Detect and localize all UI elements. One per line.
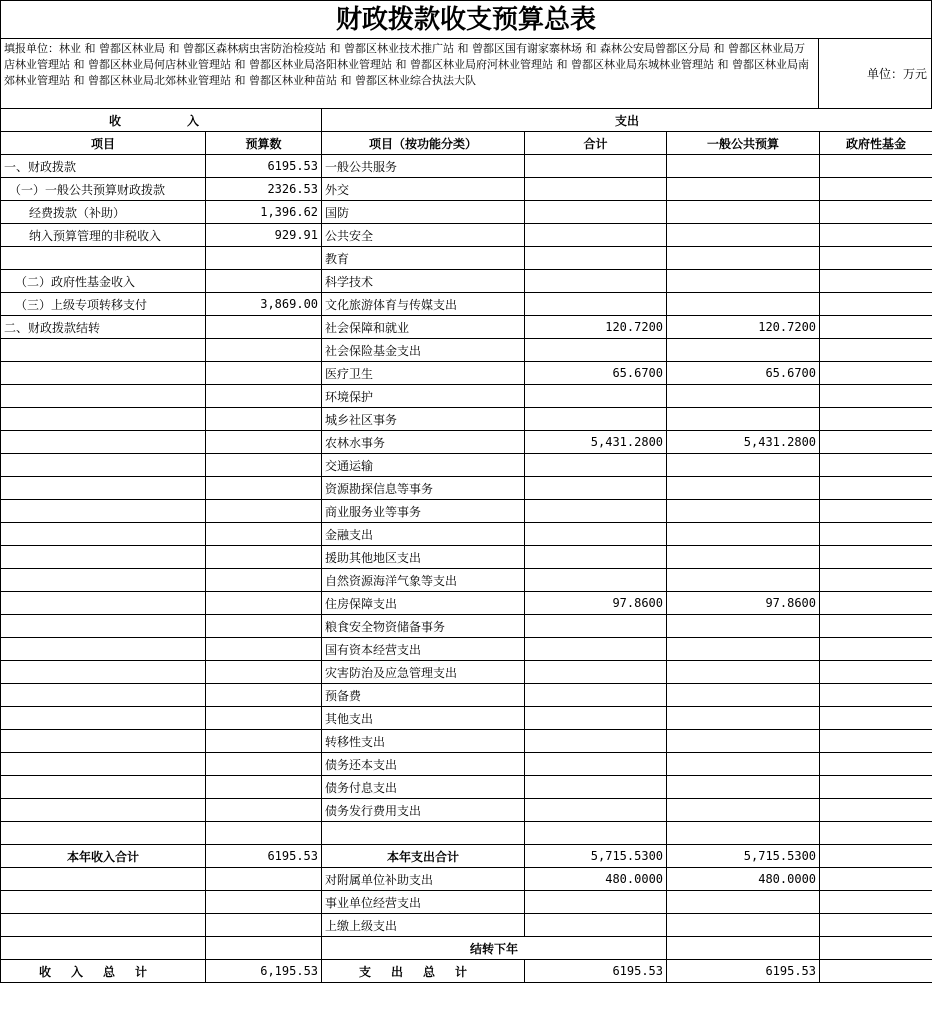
expense-item: 其他支出 bbox=[322, 707, 525, 730]
year-expense-label: 本年支出合计 bbox=[322, 845, 525, 868]
expense-total bbox=[525, 569, 667, 592]
fund-header: 政府性基金 bbox=[820, 132, 932, 155]
table-row bbox=[1, 201, 932, 224]
expense-total bbox=[525, 615, 667, 638]
expense-item: 国有资本经营支出 bbox=[322, 638, 525, 661]
expense-general bbox=[667, 523, 820, 546]
income-item bbox=[1, 638, 206, 661]
income-value bbox=[206, 408, 322, 431]
table-row bbox=[1, 661, 932, 684]
expense-general bbox=[667, 615, 820, 638]
expense-fund bbox=[820, 661, 932, 684]
income-value bbox=[206, 431, 322, 454]
expense-general bbox=[667, 776, 820, 799]
expense-total bbox=[525, 270, 667, 293]
blank-cell bbox=[820, 914, 932, 937]
table-row bbox=[1, 822, 932, 845]
expense-fund bbox=[820, 362, 932, 385]
blank-cell bbox=[525, 914, 667, 937]
expense-total: 120.7200 bbox=[525, 316, 667, 339]
income-value bbox=[206, 247, 322, 270]
income-value bbox=[206, 270, 322, 293]
income-value bbox=[206, 569, 322, 592]
expense-total bbox=[525, 776, 667, 799]
carry-row bbox=[1, 937, 932, 960]
table-row bbox=[1, 477, 932, 500]
expense-total bbox=[525, 661, 667, 684]
income-value: 2326.53 bbox=[206, 178, 322, 201]
income-item bbox=[1, 362, 206, 385]
income-item bbox=[1, 592, 206, 615]
expense-total bbox=[525, 822, 667, 845]
expense-fund bbox=[820, 293, 932, 316]
income-value bbox=[206, 546, 322, 569]
expense-item: 预备费 bbox=[322, 684, 525, 707]
expense-item: 文化旅游体育与传媒支出 bbox=[322, 293, 525, 316]
expense-item: 医疗卫生 bbox=[322, 362, 525, 385]
table-row bbox=[1, 339, 932, 362]
unit-label: 单位：万元 bbox=[866, 67, 927, 81]
income-value bbox=[206, 753, 322, 776]
table-row bbox=[1, 293, 932, 316]
grand-income-value: 6,195.53 bbox=[206, 960, 322, 983]
expense-general bbox=[667, 799, 820, 822]
income-value bbox=[206, 477, 322, 500]
expense-general bbox=[667, 500, 820, 523]
expense-general bbox=[667, 201, 820, 224]
income-item bbox=[1, 707, 206, 730]
expense-general bbox=[667, 293, 820, 316]
expense-total bbox=[525, 638, 667, 661]
income-value bbox=[206, 362, 322, 385]
expense-total bbox=[525, 224, 667, 247]
table-row bbox=[1, 224, 932, 247]
expense-general bbox=[667, 385, 820, 408]
expense-fund bbox=[820, 224, 932, 247]
blank-cell bbox=[820, 868, 932, 891]
expense-item: 债务还本支出 bbox=[322, 753, 525, 776]
income-item bbox=[1, 247, 206, 270]
blank-cell bbox=[1, 937, 206, 960]
income-item bbox=[1, 776, 206, 799]
expense-fund bbox=[820, 431, 932, 454]
expense-fund bbox=[820, 546, 932, 569]
year-expense-fund bbox=[820, 845, 932, 868]
expense-fund bbox=[820, 730, 932, 753]
expense-total bbox=[525, 500, 667, 523]
income-value bbox=[206, 661, 322, 684]
filing-unit: 填报单位：林业 和 曾都区林业局 和 曾都区森林病虫害防治检疫站 和 曾都区林业技术推广站 和 曾都区国有谢家寨林场 和 森林公安局曾都区分局 和 曾都区林业局万店林业管理站 和 曾都区林业局何店林业管理站 和 曾都区林业局洛阳林业管理站 和 曾都区林业局府河林业管理站 和 曾都区林业局东城林业管理站 和 曾都区林业局南郊林业管理站 和 曾都区林业局北郊林业管理站 和 曾都区林业种苗站 和 曾都区林业综合执法大队 bbox=[1, 39, 819, 108]
income-value: 1,396.62 bbox=[206, 201, 322, 224]
table-row bbox=[1, 454, 932, 477]
blank-cell bbox=[206, 914, 322, 937]
table-row bbox=[1, 569, 932, 592]
expense-item: 农林水事务 bbox=[322, 431, 525, 454]
expense-total bbox=[525, 546, 667, 569]
income-value: 6195.53 bbox=[206, 155, 322, 178]
expense-general bbox=[667, 477, 820, 500]
expense-general bbox=[667, 707, 820, 730]
income-value bbox=[206, 707, 322, 730]
blank-cell bbox=[525, 891, 667, 914]
expense-fund bbox=[820, 753, 932, 776]
income-item: （一）一般公共预算财政拨款 bbox=[1, 178, 206, 201]
expense-item: 金融支出 bbox=[322, 523, 525, 546]
grand-expense-total: 6195.53 bbox=[525, 960, 667, 983]
item-func-header: 项目（按功能分类） bbox=[322, 132, 525, 155]
table-row bbox=[1, 615, 932, 638]
expense-fund bbox=[820, 201, 932, 224]
expense-item: 社会保障和就业 bbox=[322, 316, 525, 339]
business-row bbox=[1, 891, 932, 914]
expense-fund bbox=[820, 339, 932, 362]
blank-cell bbox=[667, 937, 820, 960]
expense-general: 120.7200 bbox=[667, 316, 820, 339]
expense-item: 自然资源海洋气象等支出 bbox=[322, 569, 525, 592]
subsidy-total: 480.0000 bbox=[525, 868, 667, 891]
year-income-value: 6195.53 bbox=[206, 845, 322, 868]
expense-fund bbox=[820, 408, 932, 431]
income-value: 3,869.00 bbox=[206, 293, 322, 316]
expense-general bbox=[667, 661, 820, 684]
expense-general bbox=[667, 270, 820, 293]
income-item bbox=[1, 523, 206, 546]
blank-cell bbox=[667, 914, 820, 937]
income-item bbox=[1, 500, 206, 523]
expense-total bbox=[525, 730, 667, 753]
expense-item: 科学技术 bbox=[322, 270, 525, 293]
grand-expense-label: 支出总计 bbox=[322, 960, 525, 983]
income-item bbox=[1, 454, 206, 477]
income-item bbox=[1, 339, 206, 362]
income-value: 929.91 bbox=[206, 224, 322, 247]
expense-total bbox=[525, 339, 667, 362]
income-item bbox=[1, 546, 206, 569]
income-item bbox=[1, 730, 206, 753]
expense-item: 环境保护 bbox=[322, 385, 525, 408]
expense-fund bbox=[820, 247, 932, 270]
income-item bbox=[1, 569, 206, 592]
expense-fund bbox=[820, 684, 932, 707]
item-header: 项目 bbox=[1, 132, 206, 155]
table-row bbox=[1, 638, 932, 661]
expense-fund bbox=[820, 155, 932, 178]
expense-general bbox=[667, 638, 820, 661]
subsidy-label: 对附属单位补助支出 bbox=[322, 868, 525, 891]
subsidy-general: 480.0000 bbox=[667, 868, 820, 891]
expense-fund bbox=[820, 615, 932, 638]
expense-fund bbox=[820, 523, 932, 546]
expense-fund bbox=[820, 569, 932, 592]
income-value bbox=[206, 684, 322, 707]
expense-total bbox=[525, 454, 667, 477]
table-row bbox=[1, 546, 932, 569]
grand-expense-fund bbox=[820, 960, 932, 983]
blank-cell bbox=[820, 937, 932, 960]
table-row bbox=[1, 753, 932, 776]
income-item bbox=[1, 799, 206, 822]
expense-general bbox=[667, 454, 820, 477]
income-item bbox=[1, 661, 206, 684]
income-value bbox=[206, 799, 322, 822]
income-item bbox=[1, 822, 206, 845]
expense-item: 债务付息支出 bbox=[322, 776, 525, 799]
expense-total bbox=[525, 293, 667, 316]
table-row bbox=[1, 707, 932, 730]
expense-item: 社会保险基金支出 bbox=[322, 339, 525, 362]
expense-total: 65.6700 bbox=[525, 362, 667, 385]
table-row bbox=[1, 799, 932, 822]
expense-total bbox=[525, 201, 667, 224]
income-header: 收 入 bbox=[1, 109, 322, 132]
expense-general bbox=[667, 224, 820, 247]
income-value bbox=[206, 592, 322, 615]
table-row bbox=[1, 247, 932, 270]
blank-cell bbox=[206, 868, 322, 891]
income-item bbox=[1, 408, 206, 431]
grand-expense-general: 6195.53 bbox=[667, 960, 820, 983]
expense-general bbox=[667, 155, 820, 178]
expense-total bbox=[525, 408, 667, 431]
total-header: 合计 bbox=[525, 132, 667, 155]
expense-fund bbox=[820, 776, 932, 799]
income-value bbox=[206, 454, 322, 477]
income-item: （三）上级专项转移支付 bbox=[1, 293, 206, 316]
blank-cell bbox=[1, 868, 206, 891]
income-item bbox=[1, 615, 206, 638]
table-row bbox=[1, 155, 932, 178]
expense-fund bbox=[820, 316, 932, 339]
income-item bbox=[1, 684, 206, 707]
blank-cell bbox=[820, 891, 932, 914]
expense-total bbox=[525, 385, 667, 408]
expense-total bbox=[525, 477, 667, 500]
upper-row bbox=[1, 914, 932, 937]
table-row bbox=[1, 362, 932, 385]
income-value bbox=[206, 339, 322, 362]
expense-general bbox=[667, 339, 820, 362]
table-row bbox=[1, 523, 932, 546]
expense-general bbox=[667, 569, 820, 592]
expense-general bbox=[667, 408, 820, 431]
table-row bbox=[1, 270, 932, 293]
expense-header: 支出 bbox=[322, 109, 932, 132]
blank-cell bbox=[667, 891, 820, 914]
budget-header: 预算数 bbox=[206, 132, 322, 155]
expense-item: 资源勘探信息等事务 bbox=[322, 477, 525, 500]
expense-total bbox=[525, 155, 667, 178]
income-item: （二）政府性基金收入 bbox=[1, 270, 206, 293]
expense-fund bbox=[820, 178, 932, 201]
expense-item: 住房保障支出 bbox=[322, 592, 525, 615]
income-item: 一、财政拨款 bbox=[1, 155, 206, 178]
expense-item: 教育 bbox=[322, 247, 525, 270]
table-row bbox=[1, 178, 932, 201]
expense-fund bbox=[820, 592, 932, 615]
expense-fund bbox=[820, 707, 932, 730]
table-row bbox=[1, 776, 932, 799]
expense-item: 公共安全 bbox=[322, 224, 525, 247]
income-value bbox=[206, 385, 322, 408]
expense-item bbox=[322, 822, 525, 845]
expense-total bbox=[525, 753, 667, 776]
info-bar bbox=[0, 38, 932, 108]
table-row bbox=[1, 500, 932, 523]
expense-total bbox=[525, 799, 667, 822]
table-row bbox=[1, 684, 932, 707]
blank-cell bbox=[1, 891, 206, 914]
business-label: 事业单位经营支出 bbox=[322, 891, 525, 914]
expense-fund bbox=[820, 270, 932, 293]
expense-item: 转移性支出 bbox=[322, 730, 525, 753]
header-row-2 bbox=[1, 132, 932, 155]
grand-total-row bbox=[1, 960, 932, 983]
expense-general: 5,431.2800 bbox=[667, 431, 820, 454]
expense-item: 交通运输 bbox=[322, 454, 525, 477]
expense-fund bbox=[820, 454, 932, 477]
expense-item: 债务发行费用支出 bbox=[322, 799, 525, 822]
expense-total bbox=[525, 247, 667, 270]
income-value bbox=[206, 523, 322, 546]
income-item: 二、财政拨款结转 bbox=[1, 316, 206, 339]
expense-fund bbox=[820, 638, 932, 661]
income-item bbox=[1, 385, 206, 408]
income-item bbox=[1, 477, 206, 500]
header-row-1 bbox=[1, 109, 932, 132]
table-row bbox=[1, 316, 932, 339]
blank-cell bbox=[206, 937, 322, 960]
upper-label: 上缴上级支出 bbox=[322, 914, 525, 937]
expense-total: 97.8600 bbox=[525, 592, 667, 615]
carry-label: 结转下年 bbox=[322, 937, 667, 960]
expense-fund bbox=[820, 477, 932, 500]
year-income-label: 本年收入合计 bbox=[1, 845, 206, 868]
income-item bbox=[1, 753, 206, 776]
expense-item: 商业服务业等事务 bbox=[322, 500, 525, 523]
page-title: 财政拨款收支预算总表 bbox=[0, 0, 932, 38]
income-value bbox=[206, 500, 322, 523]
subsidy-row bbox=[1, 868, 932, 891]
expense-item: 援助其他地区支出 bbox=[322, 546, 525, 569]
expense-total bbox=[525, 707, 667, 730]
expense-general bbox=[667, 730, 820, 753]
expense-general bbox=[667, 822, 820, 845]
income-item: 经费拨款（补助） bbox=[1, 201, 206, 224]
expense-total bbox=[525, 684, 667, 707]
table-row bbox=[1, 408, 932, 431]
expense-total bbox=[525, 523, 667, 546]
table-row bbox=[1, 431, 932, 454]
expense-item: 一般公共服务 bbox=[322, 155, 525, 178]
grand-income-label: 收入总计 bbox=[1, 960, 206, 983]
expense-item: 灾害防治及应急管理支出 bbox=[322, 661, 525, 684]
table-row bbox=[1, 385, 932, 408]
expense-fund bbox=[820, 799, 932, 822]
income-value bbox=[206, 638, 322, 661]
budget-table bbox=[0, 108, 932, 983]
blank-cell bbox=[1, 914, 206, 937]
expense-total bbox=[525, 178, 667, 201]
income-value bbox=[206, 316, 322, 339]
table-row bbox=[1, 592, 932, 615]
income-value bbox=[206, 822, 322, 845]
expense-item: 粮食安全物资储备事务 bbox=[322, 615, 525, 638]
expense-fund bbox=[820, 500, 932, 523]
general-header: 一般公共预算 bbox=[667, 132, 820, 155]
income-item bbox=[1, 431, 206, 454]
expense-item: 城乡社区事务 bbox=[322, 408, 525, 431]
expense-general bbox=[667, 178, 820, 201]
expense-fund bbox=[820, 822, 932, 845]
table-row bbox=[1, 730, 932, 753]
income-value bbox=[206, 776, 322, 799]
income-item: 纳入预算管理的非税收入 bbox=[1, 224, 206, 247]
expense-general bbox=[667, 247, 820, 270]
income-value bbox=[206, 615, 322, 638]
year-total-row bbox=[1, 845, 932, 868]
expense-item: 国防 bbox=[322, 201, 525, 224]
blank-cell bbox=[206, 891, 322, 914]
expense-total: 5,431.2800 bbox=[525, 431, 667, 454]
expense-general bbox=[667, 684, 820, 707]
expense-general: 97.8600 bbox=[667, 592, 820, 615]
year-expense-general: 5,715.5300 bbox=[667, 845, 820, 868]
expense-general bbox=[667, 546, 820, 569]
income-value bbox=[206, 730, 322, 753]
expense-item: 外交 bbox=[322, 178, 525, 201]
year-expense-total: 5,715.5300 bbox=[525, 845, 667, 868]
expense-fund bbox=[820, 385, 932, 408]
expense-general bbox=[667, 753, 820, 776]
expense-general: 65.6700 bbox=[667, 362, 820, 385]
